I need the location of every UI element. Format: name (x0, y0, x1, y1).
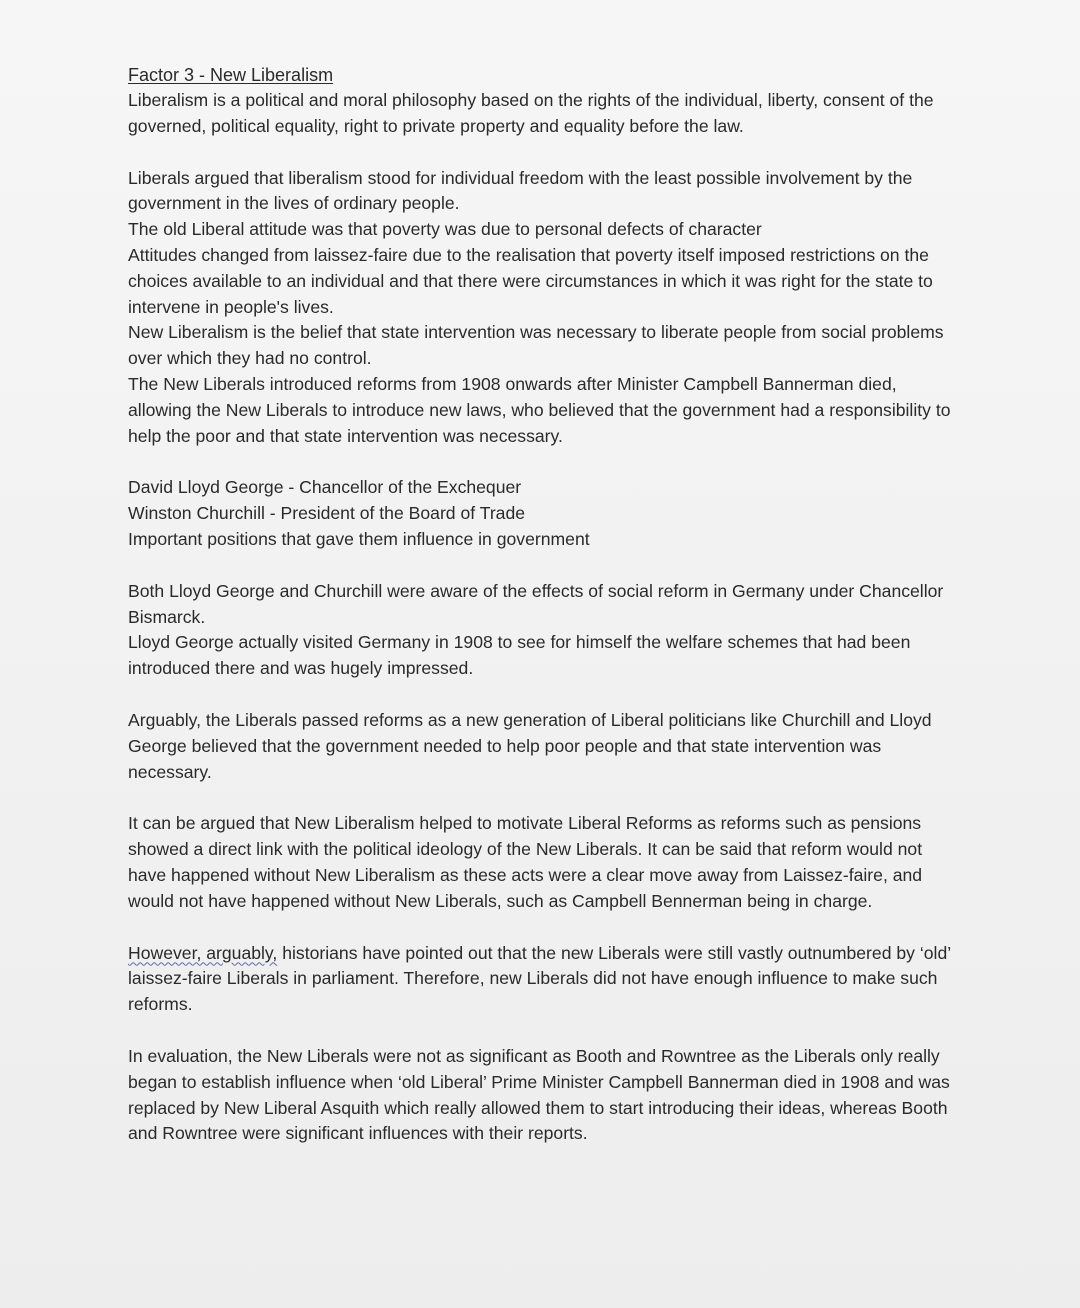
paragraph-line: Important positions that gave them influence in government (128, 528, 590, 549)
paragraph-line: Attitudes changed from laissez-faire due to the realisation that poverty itself imposed restrictions on the choices available to an individual and that there were circumstances in which it was right for the state to intervene in people's lives. (128, 244, 933, 317)
paragraph-group-germany (128, 579, 960, 682)
paragraph-line: Lloyd George actually visited Germany in 1908 to see for himself the welfare schemes that had been introduced there and was hugely impressed. (128, 632, 911, 679)
paragraph-arguably: Arguably, the Liberals passed reforms as a new generation of Liberal politicians like Churchill and Lloyd George believed that the government needed to help poor people and that state intervention was necessary. (128, 709, 932, 782)
paragraph-line: Winston Churchill - President of the Board of Trade (128, 503, 526, 524)
paragraph-definition: Liberalism is a political and moral philosophy based on the rights of the individual, liberty, consent of the governed, political equality, right to private property and equality before the law. (128, 90, 934, 136)
paragraph-text: historians have pointed out that the new Liberals were still vastly outnumbered by ‘old’ laissez-faire Liberals in parliament. Therefore, new Liberals did not have enough influence to make such reforms. (128, 942, 951, 1015)
paragraph-line: David Lloyd George - Chancellor of the Exchequer (128, 477, 522, 498)
paragraph-argument: It can be argued that New Liberalism helped to motivate Liberal Reforms as reforms such as pensions showed a direct link with the political ideology of the New Liberals. It can be said that reform would not have happened without New Liberalism as these acts were a clear move away from Laissez-faire, and would not have happened without New Liberals, such as Campbell Bennerman being in charge. (128, 813, 923, 911)
paragraph-line: The old Liberal attitude was that poverty was due to personal defects of character (128, 219, 762, 240)
paragraph-line: Liberals argued that liberalism stood for individual freedom with the least possible involvement by the government in the lives of ordinary people. (128, 167, 913, 214)
paragraph-line: Both Lloyd George and Churchill were aware of the effects of social reform in Germany under Chancellor Bismarck. (128, 580, 944, 627)
paragraph-counterargument (128, 941, 960, 1018)
document-title: Factor 3 - New Liberalism (128, 65, 334, 85)
paragraph-evaluation: In evaluation, the New Liberals were not as significant as Booth and Rowntree as the Liberals only really began to establish influence when ‘old Liberal’ Prime Minister Campbell Bannerman died in 1908 and was replaced by New Liberal Asquith which really allowed them to start introducing their ideas, whereas Booth and Rowntree were significant influences with their reports. (128, 1045, 950, 1144)
paragraph-line: The New Liberals introduced reforms from 1908 onwards after Minister Campbell Bannerman died, allowing the New Liberals to introduce new laws, who believed that the government had a responsibility to help the poor and that state intervention was necessary. (128, 373, 951, 446)
paragraph-group-positions (128, 475, 960, 552)
paragraph-line: New Liberalism is the belief that state intervention was necessary to liberate people from social problems over which they had no control. (128, 322, 944, 369)
paragraph-group-ideology (128, 166, 960, 450)
spellcheck-underlined-text: However, arguably, (128, 942, 278, 963)
